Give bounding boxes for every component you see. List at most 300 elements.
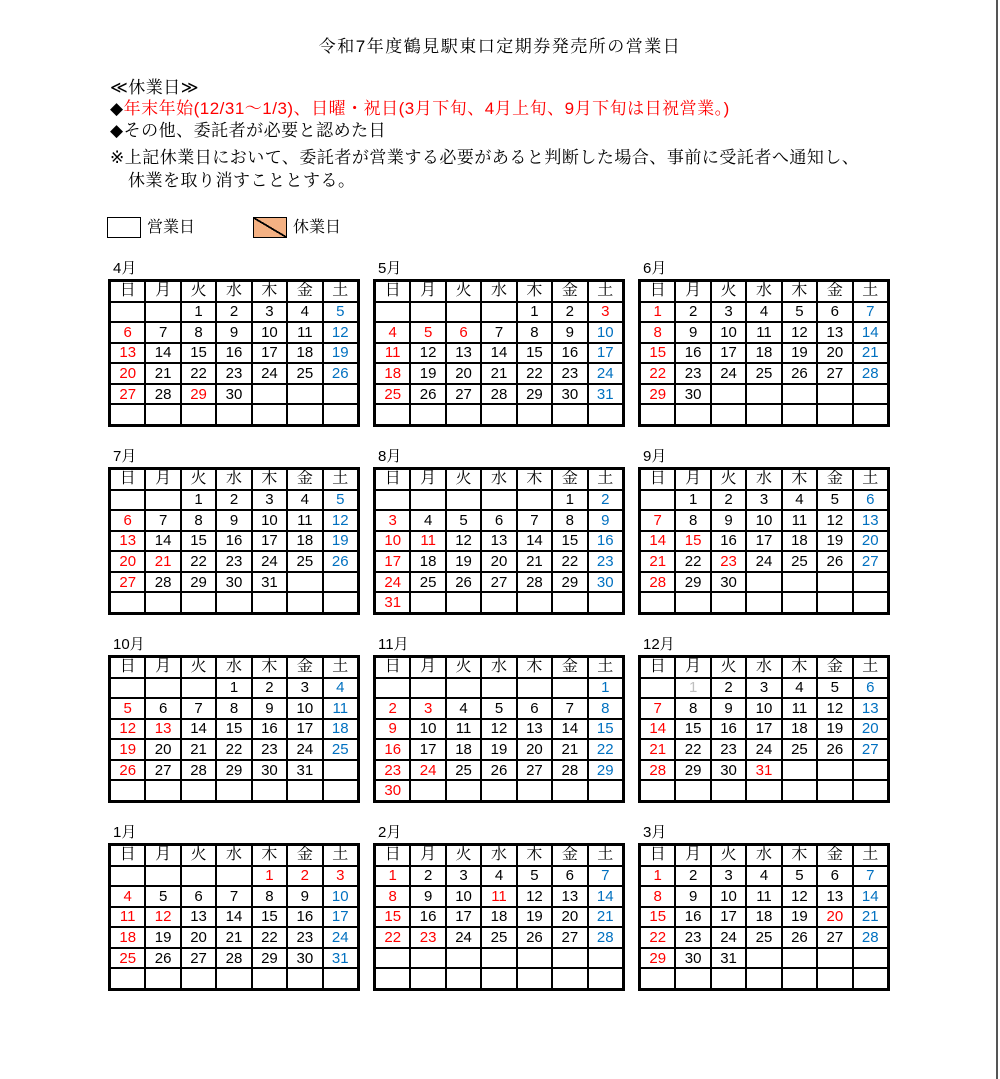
day-cell: 2 [676,867,709,886]
day-cell: 10 [411,720,444,739]
day-cell: 17 [411,740,444,759]
day-cell: 19 [146,928,179,947]
day-cell: 24 [589,364,622,383]
day-cell: 29 [217,761,250,780]
day-cell: 28 [854,928,887,947]
day-cell: 3 [747,679,780,698]
closed-day-cell: 27 [111,573,144,592]
weekday-header: 火 [182,846,215,865]
empty-cell [146,405,179,424]
weekday-header: 土 [324,846,357,865]
weekday-header: 日 [376,282,409,301]
empty-cell [447,405,480,424]
day-cell: 25 [783,740,816,759]
day-cell: 16 [712,720,745,739]
day-cell: 24 [253,552,286,571]
empty-cell [783,949,816,968]
day-cell: 30 [712,761,745,780]
day-cell: 21 [854,908,887,927]
empty-cell [783,385,816,404]
month-calendar [638,823,890,1011]
day-cell: 27 [447,385,480,404]
day-cell: 3 [747,491,780,510]
day-cell: 13 [854,699,887,718]
day-cell: 15 [676,720,709,739]
day-cell: 6 [553,867,586,886]
day-cell: 22 [182,552,215,571]
empty-cell [217,593,250,612]
closed-day-cell: 3 [376,511,409,530]
closure-rule-1-text: 年末年始(12/31～1/3)、日曜・祝日(3月下旬、4月上旬、9月下旬は日祝営業。) [123,99,730,118]
day-cell: 5 [783,303,816,322]
empty-cell [324,781,357,800]
weekday-header: 日 [111,658,144,677]
day-cell: 30 [589,573,622,592]
empty-cell [783,781,816,800]
day-cell: 18 [288,344,321,363]
empty-cell [217,969,250,988]
weekday-header: 水 [217,846,250,865]
day-cell: 5 [324,303,357,322]
weekday-header: 火 [712,470,745,489]
day-cell: 9 [217,323,250,342]
weekday-header: 月 [676,658,709,677]
empty-cell [783,405,816,424]
day-cell: 16 [217,532,250,551]
day-cell: 16 [676,344,709,363]
empty-cell [553,679,586,698]
empty-cell [411,781,444,800]
day-cell: 10 [589,323,622,342]
empty-cell [482,593,515,612]
day-cell: 29 [676,573,709,592]
weekday-header: 木 [253,846,286,865]
day-cell: 15 [518,344,551,363]
day-cell: 18 [447,740,480,759]
day-cell: 14 [518,532,551,551]
day-cell: 1 [589,679,622,698]
weekday-header: 日 [641,658,674,677]
month-label: 10月 [113,636,145,653]
day-cell: 26 [411,385,444,404]
month-label: 9月 [643,448,667,465]
day-cell: 23 [217,552,250,571]
day-cell: 4 [747,867,780,886]
weekday-header: 金 [553,470,586,489]
day-cell: 23 [589,552,622,571]
closed-day-cell: 7 [641,699,674,718]
day-cell: 14 [553,720,586,739]
day-cell: 4 [482,867,515,886]
day-cell: 5 [146,887,179,906]
day-cell: 16 [217,344,250,363]
empty-cell [411,969,444,988]
day-cell: 10 [324,887,357,906]
day-cell: 4 [783,491,816,510]
empty-cell [712,969,745,988]
weekday-header: 木 [783,658,816,677]
closed-day-cell: 12 [111,720,144,739]
day-cell: 27 [854,552,887,571]
day-cell: 20 [818,344,851,363]
empty-cell [111,679,144,698]
day-cell: 26 [324,364,357,383]
day-cell: 11 [324,699,357,718]
calendar-table [638,279,890,427]
day-cell: 15 [589,720,622,739]
weekday-header: 火 [182,282,215,301]
day-cell: 24 [712,928,745,947]
day-cell: 4 [783,679,816,698]
empty-cell [288,781,321,800]
weekday-header: 水 [482,846,515,865]
day-cell: 22 [589,740,622,759]
closed-day-cell: 30 [376,781,409,800]
day-cell: 27 [818,928,851,947]
weekday-header: 日 [376,846,409,865]
closure-rule-1 [110,98,730,120]
weekday-header: 木 [253,658,286,677]
empty-cell [146,593,179,612]
day-cell: 16 [712,532,745,551]
day-cell: 17 [712,344,745,363]
closure-rule-2 [110,120,386,142]
day-cell: 7 [854,303,887,322]
empty-cell [482,949,515,968]
day-cell: 18 [288,532,321,551]
day-cell: 19 [447,552,480,571]
empty-cell [518,593,551,612]
closed-day-cell: 27 [111,385,144,404]
closed-day-cell: 23 [411,928,444,947]
month-calendar [638,259,890,447]
empty-cell [589,781,622,800]
day-cell: 5 [324,491,357,510]
weekday-header: 日 [111,282,144,301]
day-cell: 9 [553,323,586,342]
day-cell: 17 [324,908,357,927]
weekday-header: 日 [641,846,674,865]
day-cell: 28 [589,928,622,947]
day-cell: 22 [217,740,250,759]
day-cell: 18 [411,552,444,571]
closed-day-cell: 20 [111,552,144,571]
day-cell: 7 [146,511,179,530]
empty-cell [747,573,780,592]
day-cell: 13 [182,908,215,927]
closed-day-cell: 23 [712,552,745,571]
day-cell: 18 [324,720,357,739]
day-cell: 20 [518,740,551,759]
calendar-table [638,655,890,803]
month-label: 3月 [643,824,667,841]
day-cell: 26 [146,949,179,968]
weekday-header: 水 [217,282,250,301]
weekday-header: 日 [641,282,674,301]
empty-cell [553,593,586,612]
weekday-header: 金 [553,846,586,865]
month-calendar [108,447,360,635]
day-cell: 30 [553,385,586,404]
day-cell: 12 [447,532,480,551]
closed-day-cell: 15 [641,908,674,927]
day-cell: 15 [217,720,250,739]
weekday-header: 木 [783,282,816,301]
day-cell: 17 [253,532,286,551]
weekday-header: 土 [854,658,887,677]
day-cell: 6 [111,323,144,342]
day-cell: 1 [182,491,215,510]
day-cell: 31 [253,573,286,592]
empty-cell [324,405,357,424]
day-cell: 9 [712,511,745,530]
empty-cell [324,969,357,988]
day-cell: 28 [217,949,250,968]
empty-cell [111,303,144,322]
day-cell: 19 [818,532,851,551]
closure-heading: ≪休業日≫ [110,78,200,97]
day-cell: 14 [146,532,179,551]
empty-cell [146,679,179,698]
day-cell: 20 [854,532,887,551]
closed-day-cell: 9 [376,720,409,739]
day-cell: 3 [253,303,286,322]
closed-day-cell: 15 [641,344,674,363]
day-cell: 24 [747,552,780,571]
empty-cell [447,491,480,510]
day-cell: 28 [182,761,215,780]
closed-day-cell: 8 [641,323,674,342]
weekday-header: 火 [182,658,215,677]
day-cell: 14 [182,720,215,739]
weekday-header: 土 [324,470,357,489]
day-cell: 17 [447,908,480,927]
empty-cell [818,593,851,612]
day-cell: 14 [482,344,515,363]
closed-day-cell: 15 [376,908,409,927]
day-cell: 24 [288,740,321,759]
day-cell: 11 [783,699,816,718]
day-cell: 21 [182,740,215,759]
empty-cell [482,303,515,322]
day-cell: 1 [182,303,215,322]
empty-cell [182,867,215,886]
day-cell: 12 [783,323,816,342]
day-cell: 25 [747,928,780,947]
day-cell: 6 [182,887,215,906]
empty-cell [783,969,816,988]
month-calendar [373,447,625,635]
closed-day-cell: 6 [447,323,480,342]
closed-day-cell: 17 [376,552,409,571]
day-cell: 4 [288,303,321,322]
day-cell: 24 [253,364,286,383]
day-cell: 9 [217,511,250,530]
day-cell: 3 [288,679,321,698]
day-cell: 11 [447,720,480,739]
empty-cell [518,781,551,800]
weekday-header: 土 [589,846,622,865]
day-cell: 29 [182,573,215,592]
empty-cell [854,781,887,800]
closed-day-cell: 6 [111,511,144,530]
day-cell: 22 [553,552,586,571]
page-edge [996,0,998,1079]
day-cell: 4 [288,491,321,510]
empty-cell [676,781,709,800]
closed-day-cell: 14 [641,532,674,551]
day-cell: 26 [783,928,816,947]
day-cell: 2 [411,867,444,886]
day-cell: 16 [288,908,321,927]
closed-day-cell: 3 [411,699,444,718]
day-cell: 2 [553,303,586,322]
day-cell: 13 [447,344,480,363]
day-cell: 19 [324,344,357,363]
day-cell: 12 [818,699,851,718]
day-cell: 20 [482,552,515,571]
closed-day-cell: 31 [747,761,780,780]
closed-day-cell: 24 [376,573,409,592]
closed-day-cell: 20 [818,908,851,927]
weekday-header: 火 [447,282,480,301]
day-cell: 12 [324,323,357,342]
empty-cell [783,593,816,612]
day-cell: 15 [182,532,215,551]
closed-day-cell: 8 [376,887,409,906]
closed-day-cell: 19 [111,740,144,759]
day-cell: 11 [783,511,816,530]
day-cell: 5 [482,699,515,718]
day-cell: 9 [253,699,286,718]
day-cell: 24 [447,928,480,947]
calendar-table [638,843,890,991]
empty-cell [146,867,179,886]
empty-cell [411,593,444,612]
day-cell: 16 [589,532,622,551]
weekday-header: 木 [253,282,286,301]
weekday-header: 月 [411,470,444,489]
day-cell: 21 [482,364,515,383]
empty-cell [482,781,515,800]
empty-cell [553,781,586,800]
closed-day-cell: 4 [376,323,409,342]
month-calendar [373,823,625,1011]
day-cell: 29 [553,573,586,592]
month-label: 12月 [643,636,675,653]
empty-cell [589,593,622,612]
day-cell: 13 [818,887,851,906]
day-cell: 9 [676,323,709,342]
empty-cell [676,593,709,612]
month-calendar [373,259,625,447]
closed-day-cell: 3 [589,303,622,322]
day-cell: 13 [854,511,887,530]
closed-day-cell: 25 [376,385,409,404]
day-cell: 21 [146,364,179,383]
day-cell: 23 [676,364,709,383]
day-cell: 22 [676,740,709,759]
empty-cell [447,969,480,988]
day-cell: 19 [482,740,515,759]
weekday-header: 水 [482,658,515,677]
day-cell: 7 [518,511,551,530]
day-cell: 27 [482,573,515,592]
closed-day-cell: 2 [288,867,321,886]
day-cell: 9 [411,887,444,906]
day-cell: 5 [818,491,851,510]
day-cell: 15 [553,532,586,551]
day-cell: 29 [253,949,286,968]
closed-day-cell: 15 [676,532,709,551]
weekday-header: 火 [712,282,745,301]
day-cell: 17 [747,532,780,551]
calendar-table [373,279,625,427]
weekday-header: 火 [712,846,745,865]
day-cell: 4 [324,679,357,698]
legend-open-swatch [107,217,141,238]
empty-cell [253,969,286,988]
closed-day-cell: 1 [641,303,674,322]
day-cell: 25 [324,740,357,759]
empty-cell [376,969,409,988]
weekday-header: 木 [518,846,551,865]
empty-cell [854,573,887,592]
weekday-header: 木 [253,470,286,489]
day-cell: 29 [676,761,709,780]
day-cell: 19 [783,908,816,927]
day-cell: 7 [482,323,515,342]
weekday-header: 水 [482,470,515,489]
closed-day-cell: 31 [376,593,409,612]
weekday-header: 土 [854,282,887,301]
day-cell: 23 [712,740,745,759]
empty-cell [288,573,321,592]
day-cell: 28 [854,364,887,383]
day-cell: 16 [411,908,444,927]
empty-cell [182,593,215,612]
day-cell: 30 [676,949,709,968]
day-cell: 21 [217,928,250,947]
day-cell: 3 [712,867,745,886]
month-label: 6月 [643,260,667,277]
day-cell: 26 [818,552,851,571]
weekday-header: 木 [783,846,816,865]
day-cell: 30 [217,573,250,592]
closed-day-cell: 11 [376,344,409,363]
closed-day-cell: 16 [376,740,409,759]
empty-cell [482,491,515,510]
empty-cell [411,949,444,968]
empty-cell [589,405,622,424]
day-cell: 9 [712,699,745,718]
month-label: 8月 [378,448,402,465]
weekday-header: 日 [376,470,409,489]
month-calendar [108,823,360,1011]
empty-cell [818,781,851,800]
day-cell: 18 [747,344,780,363]
weekday-header: 土 [589,282,622,301]
legend-closed-label: 休業日 [293,219,342,236]
day-cell: 13 [518,720,551,739]
day-cell: 18 [783,532,816,551]
day-cell: 12 [482,720,515,739]
closed-day-cell: 29 [182,385,215,404]
closed-day-cell: 1 [641,867,674,886]
day-cell: 27 [818,364,851,383]
empty-cell [146,491,179,510]
empty-cell [288,385,321,404]
